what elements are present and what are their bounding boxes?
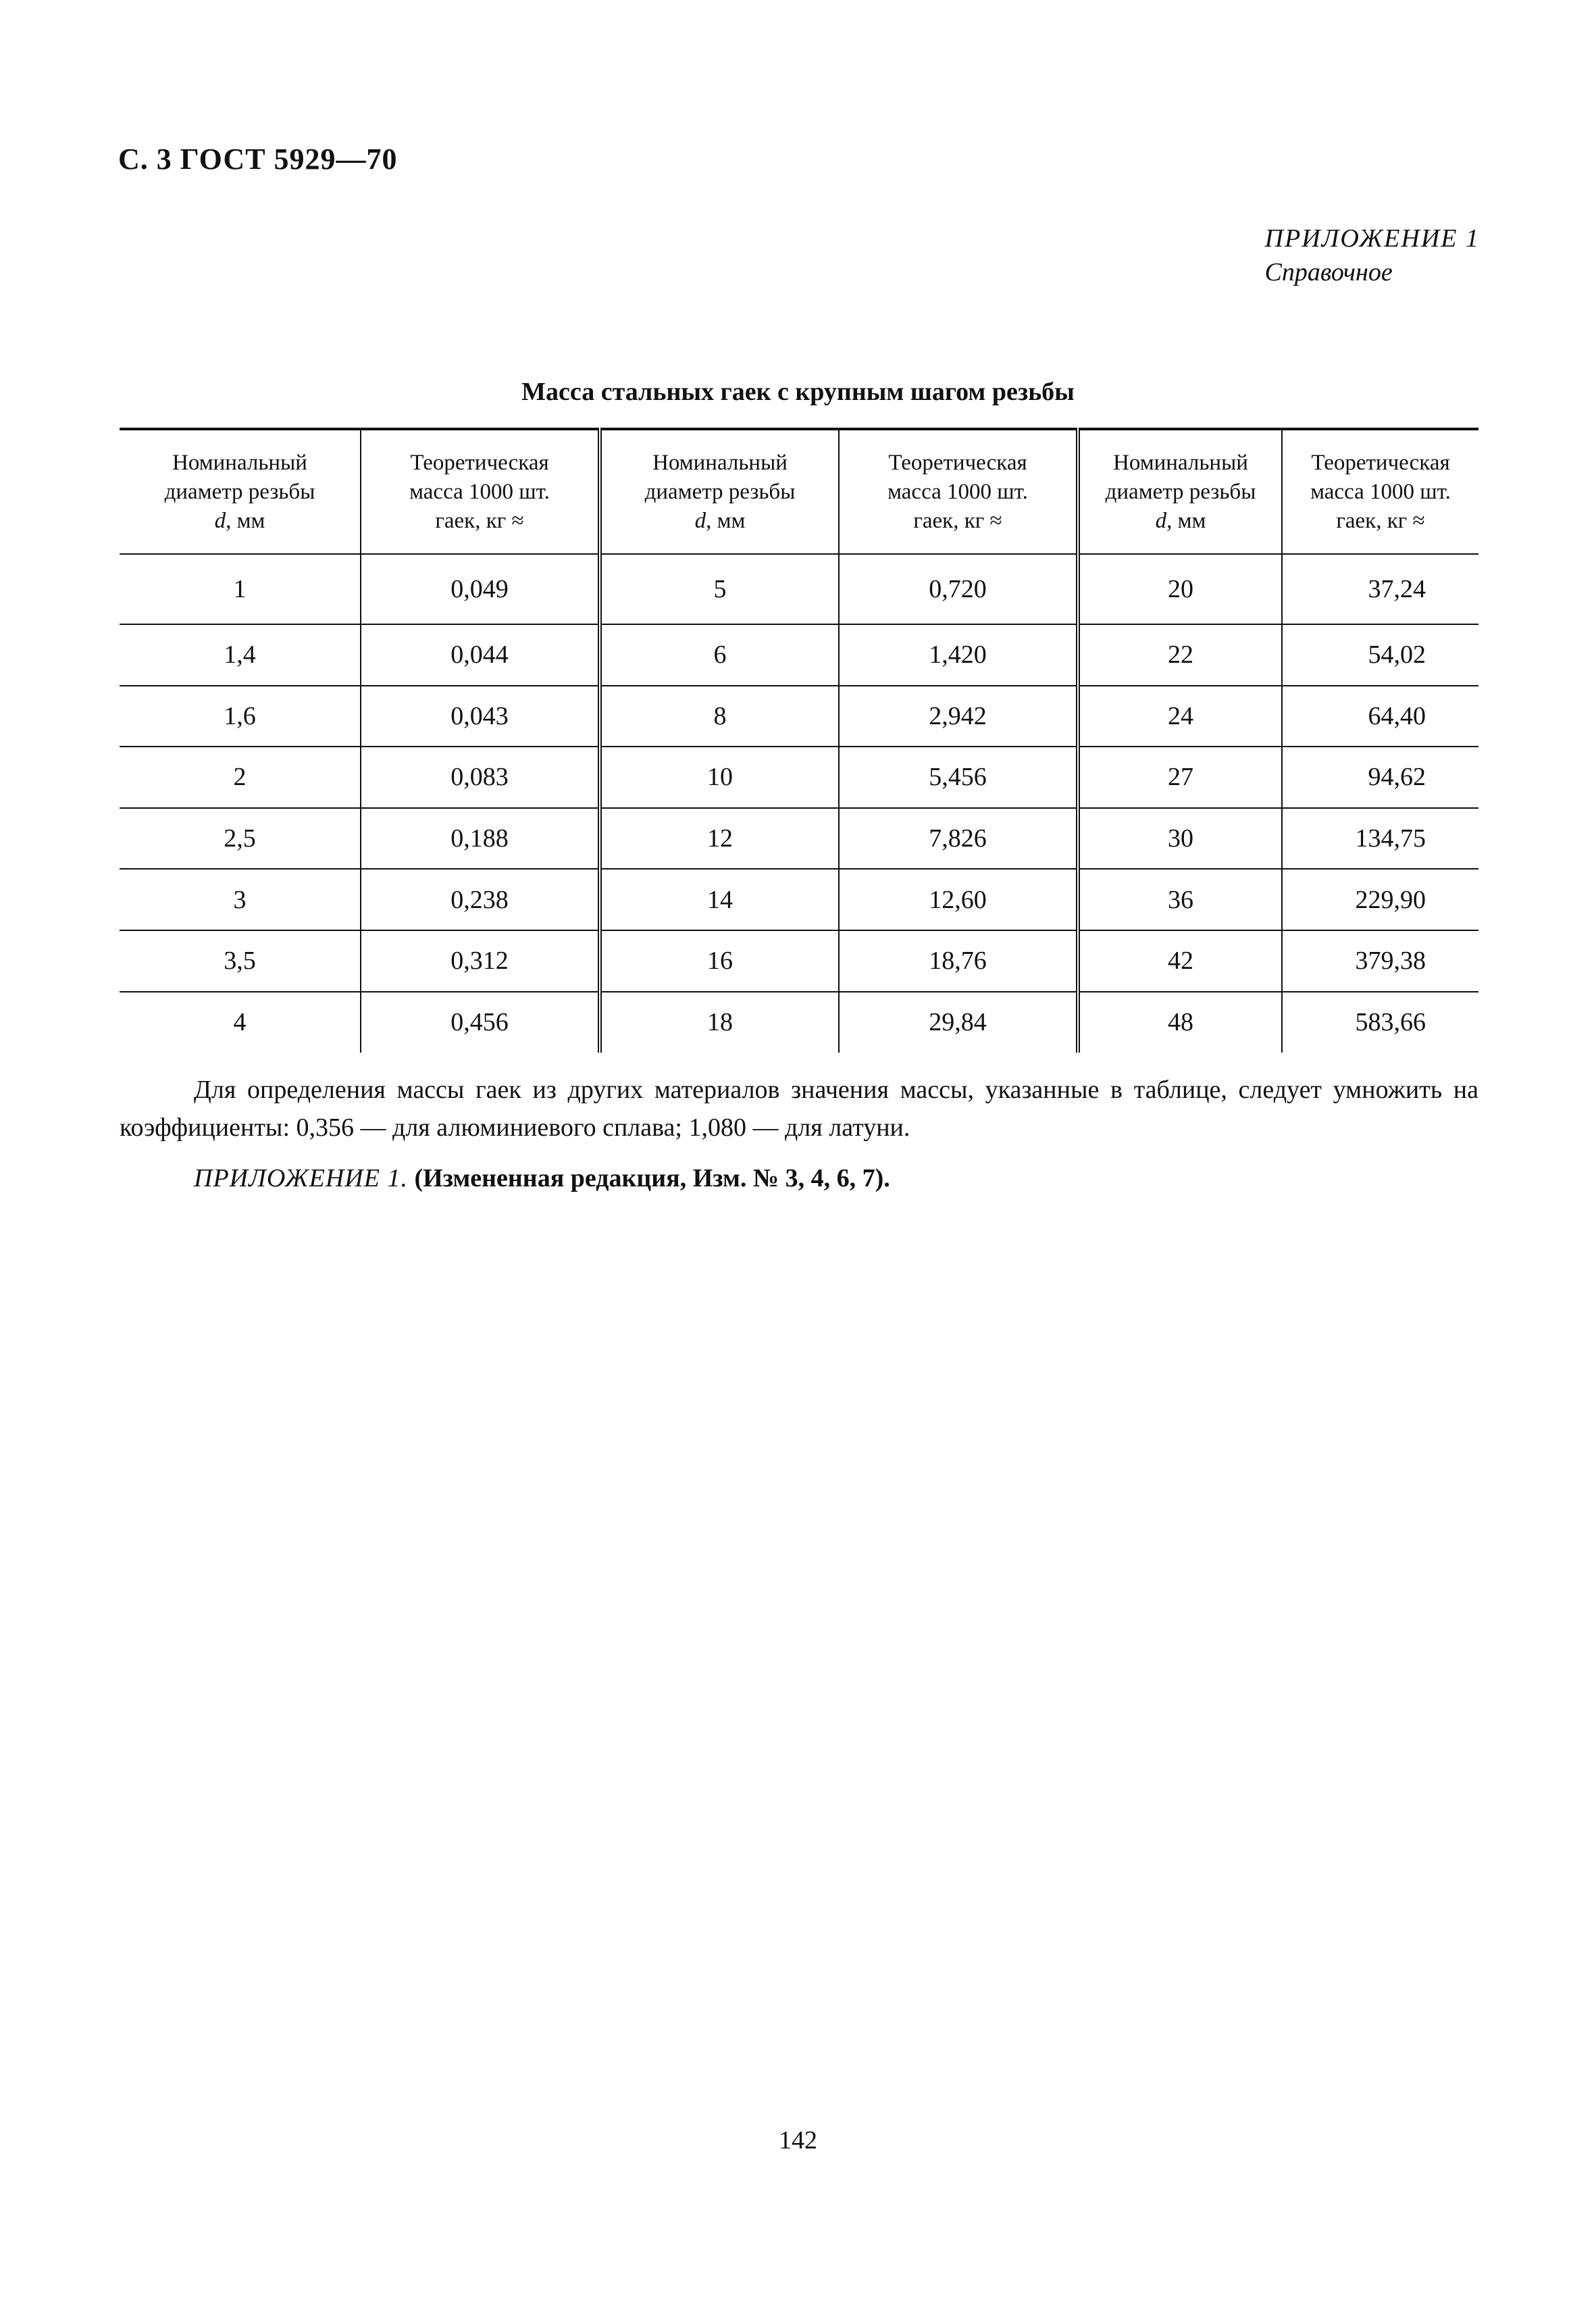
table-cell: 1 (120, 554, 361, 624)
table-row (120, 554, 1478, 624)
table-header-row (120, 429, 1478, 554)
table-cell: 583,66 (1282, 992, 1478, 1053)
table-cell: 12 (600, 808, 839, 870)
header-diameter-2: Номинальный диаметр резьбы d, мм (600, 429, 839, 554)
header-mass-2: Теоретическая масса 1000 шт. гаек, кг ≈ (839, 429, 1078, 554)
table-cell: 18,76 (839, 930, 1078, 992)
table-cell: 18 (600, 992, 839, 1053)
table-cell: 2 (120, 747, 361, 808)
table-row (120, 624, 1478, 686)
note-paragraph: Для определения массы гаек из других материалов значения массы, указанные в таблице, следует умножить на коэффициенты: 0,356 — для алюминиевого сплава; 1,080 — для латуни. (120, 1076, 1478, 1142)
table-cell: 0,456 (361, 992, 600, 1053)
table-cell: 12,60 (839, 869, 1078, 930)
table-title: Масса стальных гаек с крупным шагом резьбы (521, 378, 1075, 406)
change-note (194, 1163, 890, 1193)
table-cell: 0,043 (361, 686, 600, 747)
table-cell: 10 (600, 747, 839, 808)
table-cell: 2,5 (120, 808, 361, 870)
table-cell: 30 (1078, 808, 1282, 870)
table-cell: 134,75 (1282, 808, 1478, 870)
table-cell: 4 (233, 1008, 247, 1037)
table-cell: 3 (120, 869, 361, 930)
page-header: С. 3 ГОСТ 5929—70 (118, 143, 398, 176)
table-cell: 1,420 (839, 624, 1078, 686)
table-cell: 6 (600, 624, 839, 686)
header-mass-3: Теоретическая масса 1000 шт. гаек, кг ≈ (1282, 429, 1478, 554)
table-cell: 94,62 (1282, 747, 1478, 808)
table-row (120, 930, 1478, 992)
page-number: 142 (779, 2126, 817, 2155)
table-cell: 229,90 (1282, 869, 1478, 930)
change-note-text: (Измененная редакция, Изм. № 3, 4, 6, 7). (414, 1164, 890, 1192)
table-cell: 1,6 (120, 686, 361, 747)
header-mass-1: Теоретическая масса 1000 шт. гаек, кг ≈ (361, 429, 600, 554)
table-cell: 36 (1078, 869, 1282, 930)
table-cell: 1,4 (120, 624, 361, 686)
table-cell: 22 (1078, 624, 1282, 686)
table-cell: 5,456 (839, 747, 1078, 808)
header-diameter-3: Номинальный диаметр резьбы d, мм (1078, 429, 1282, 554)
table-cell: 7,826 (839, 808, 1078, 870)
appendix-label: ПРИЛОЖЕНИЕ 1 (1264, 224, 1480, 253)
table-row (120, 869, 1478, 930)
table-cell: 16 (600, 930, 839, 992)
table-cell: 42 (1078, 930, 1282, 992)
table-cell: 0,049 (361, 554, 600, 624)
table-row (120, 686, 1478, 747)
table-cell: 27 (1078, 747, 1282, 808)
table-cell: 5 (600, 554, 839, 624)
table-cell: 24 (1078, 686, 1282, 747)
table-cell: 37,24 (1282, 554, 1478, 624)
table-cell: 14 (600, 869, 839, 930)
table-cell: 0,083 (361, 747, 600, 808)
header-diameter-1: Номинальный диаметр резьбы d, мм (120, 429, 361, 554)
appendix-type: Справочное (1264, 258, 1393, 286)
mass-table-wrapper (120, 428, 1478, 1053)
table-cell: 0,188 (361, 808, 600, 870)
table-cell: 0,720 (839, 554, 1078, 624)
table-cell: 3,5 (120, 930, 361, 992)
table-row (120, 992, 1478, 1053)
table-cell: 8 (600, 686, 839, 747)
table-cell: 29,84 (839, 992, 1078, 1053)
table-cell: 54,02 (1282, 624, 1478, 686)
table-cell: 0,238 (361, 869, 600, 930)
table-cell: 2,942 (839, 686, 1078, 747)
appendix-block (1265, 222, 1480, 289)
table-cell: 0,044 (361, 624, 600, 686)
table-cell: 48 (1078, 992, 1282, 1053)
table-row (120, 808, 1478, 870)
table-cell: 64,40 (1282, 686, 1478, 747)
table-cell: 20 (1078, 554, 1282, 624)
change-note-label: ПРИЛОЖЕНИЕ 1. (194, 1164, 408, 1192)
table-cell: 0,312 (361, 930, 600, 992)
table-cell: 379,38 (1282, 930, 1478, 992)
mass-table (120, 428, 1478, 1053)
table-row (120, 747, 1478, 808)
